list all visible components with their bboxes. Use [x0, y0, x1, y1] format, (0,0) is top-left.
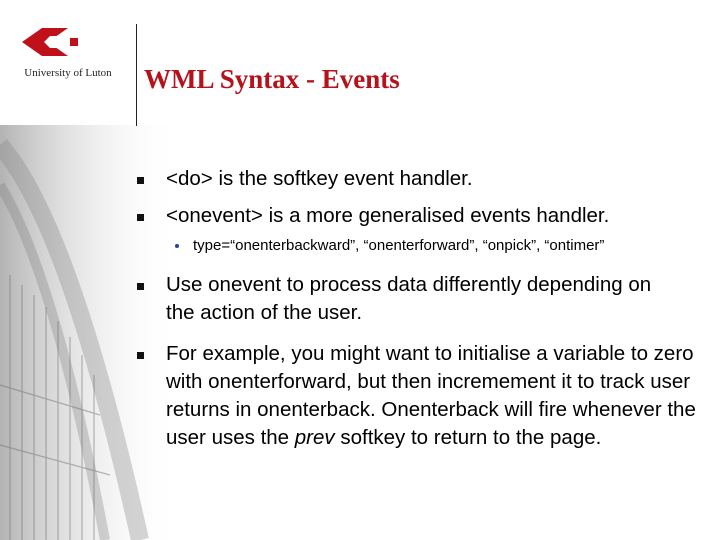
bullet-text-part: For example, you might want to initialise a variable to zero with onenterforward, but then incremement it to track user returns in onenterback. Onenterback will fire whenever the user uses the	[166, 342, 696, 449]
bullet-text: Use onevent to process data differently depending on the action of the user.	[166, 273, 652, 324]
square-bullet-icon	[137, 177, 144, 184]
bullet-text-part: softkey to return to the page.	[334, 426, 602, 449]
sub-bullet	[175, 237, 604, 255]
square-bullet-icon	[137, 283, 144, 290]
university-logo	[8, 22, 128, 86]
bullet-4	[137, 340, 697, 452]
bullet-text: <onevent> is a more generalised events handler.	[166, 204, 610, 227]
slide-title: WML Syntax - Events	[144, 64, 400, 94]
header-divider	[136, 24, 137, 126]
bullet-text: <do> is the softkey event handler.	[166, 167, 473, 190]
bullet-2	[137, 202, 697, 230]
square-bullet-icon	[137, 214, 144, 221]
sub-bullet-text: type=“onenterbackward”, “onenterforward”, “onpick”, “ontimer”	[193, 237, 605, 254]
logo-text: University of Luton	[24, 67, 112, 79]
bullet-text	[166, 340, 697, 452]
square-bullet-icon	[137, 352, 144, 359]
logo-chevron-icon	[8, 22, 128, 66]
bullet-1	[137, 165, 697, 193]
dot-bullet-icon	[175, 244, 179, 248]
bullet-text-italic: prev	[294, 426, 335, 449]
bullet-3	[137, 271, 657, 327]
